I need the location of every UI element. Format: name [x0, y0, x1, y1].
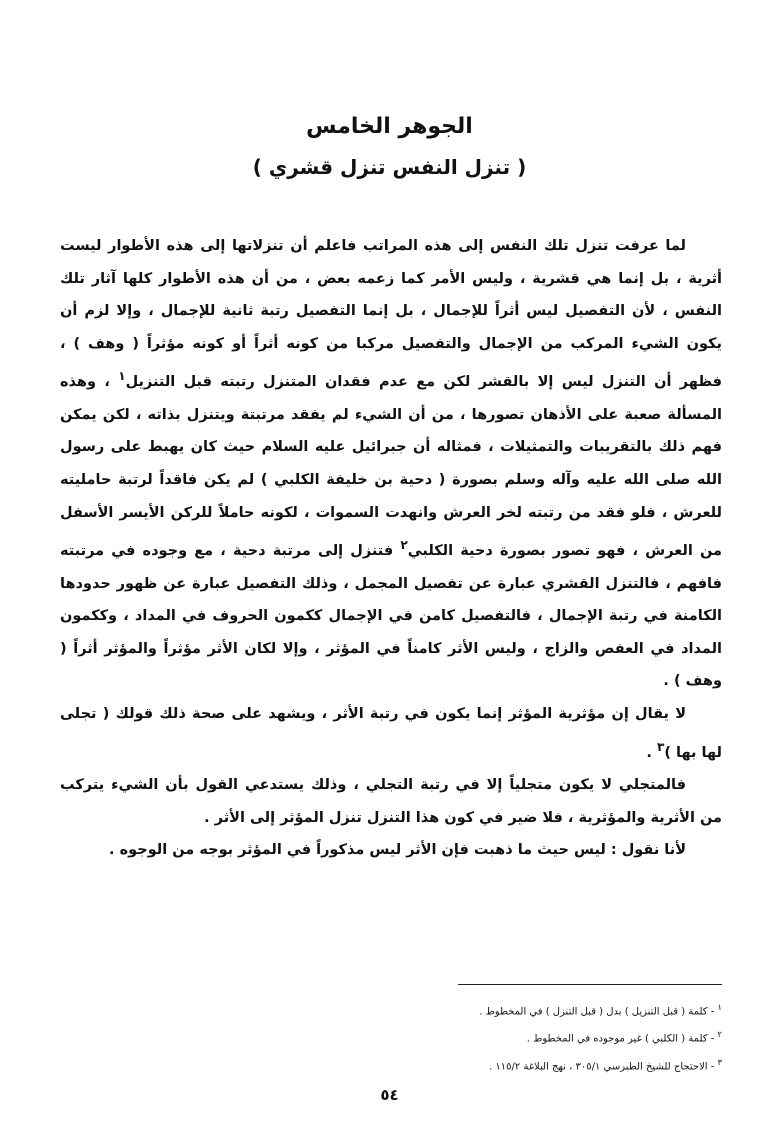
footnote-number: ٣ [717, 1056, 722, 1067]
chapter-title: الجوهر الخامس [306, 114, 473, 139]
footnote-divider [458, 984, 722, 985]
paragraph [60, 834, 722, 867]
paragraph-text: . [646, 744, 657, 761]
footnote-text: - كلمة ( قبل التنزيل ) بدل ( قبل التنزل ) في المخطوط . [479, 1006, 718, 1018]
footnote [60, 1051, 722, 1078]
footnote-ref: ١ [118, 369, 126, 384]
footnote [60, 1023, 722, 1050]
paragraph-text: لا يقال إن مؤثرية المؤثر إنما يكون في رتبة الأثر ، ويشهد على صحة ذلك قولك ( تجلى لها بها ) [60, 705, 722, 761]
footnote-number: ٢ [717, 1029, 722, 1040]
paragraph [60, 230, 722, 698]
paragraph-text: لأنا نقول : ليس حيث ما ذهبت فإن الأثر ليس مذكوراً في المؤثر بوجه من الوجوه . [109, 842, 686, 859]
footnote-number: ١ [717, 1002, 722, 1012]
footnote-ref: ٣ [656, 739, 665, 754]
page-number: ٥٤ [380, 1086, 399, 1104]
footnote-text: - الاحتجاج للشيخ الطبرسي ٣٠٥/١ ، نهج البلاغة ١١٥/٢ . [489, 1060, 718, 1072]
footnote-ref: ٢ [400, 538, 408, 553]
paragraph [60, 769, 722, 834]
paragraph-text: فتنزل إلى مرتبة دحية ، مع وجوده في مرتبته فافهم ، فالتنزل القشري عبارة عن تفصيل المجمل ، وذلك التفصيل عبارة عن ظهور حدودها الكامنة في رتبة الإجمال ، فالتفصيل كامن في الإجمال ككمون الحروف في المداد ، وككمون المداد في العفص والزاج ، وليس الأثر كامناً في المؤثر ، وإلا لكان الأثر مؤثراً والمؤثر أثراً ( وهف ) . [60, 543, 722, 690]
footnotes [60, 996, 722, 1078]
paragraph-text: فالمتجلي لا يكون متجلياً إلا في رتبة التجلي ، وذلك يستدعي القول بأن الشيء يتركب من الأثرية والمؤثرية ، فلا ضير في كون هذا التنزل تنزل المؤثر إلى الأثر . [60, 776, 722, 826]
paragraph-text: ، وهذه المسألة صعبة على الأذهان تصورها ، من أن الشيء لم يفقد مرتبتة ويتنزل بذاته ، لكن يمكن فهم ذلك بالتقريبات والتمثيلات ، فمثاله أن جبرائيل عليه السلام حيث كان يهبط على رسول الله صلى الله عليه وآله وسلم بصورة ( دحية بن خليفة الكلبي ) لم يكن فاقداً لرتبة حامليته للعرش ، فلو فقد من رتبته لخر العرش وانهدت السموات ، لكونه حاملاً للركن الأيسر الأسفل من العرش ، فهو تصور بصورة دحية الكلبي [60, 374, 722, 559]
footnote [60, 996, 722, 1023]
main-text [60, 230, 722, 867]
paragraph-text: لما عرفت تنزل تلك النفس إلى هذه المراتب فاعلم أن تنزلاتها إلى هذه الأطوار ليست أثرية ، بل إنما هي قشرية ، وليس الأمر كما زعمه بعض ، من أن هذه الأطوار كلها آثار تلك النفس ، لأن التفصيل ليس أثراً للإجمال ، بل إنما التفصيل رتبة ثانية للإجمال ، وإلا لزم أن يكون الشيء المركب من الإجمال والتفصيل مركبا من كونه أثراً أو كونه مؤثراً ( وهف ) ، فظهر أن التنزل ليس إلا بالقشر لكن مع عدم فقدان المتنزل رتبته قبل التنزيل [60, 238, 723, 391]
paragraph [60, 698, 722, 769]
footnote-text: - كلمة ( الكلبي ) غير موجوده في المخطوط . [526, 1033, 718, 1045]
chapter-subtitle: ( تنزل النفس تنزل قشري ) [252, 155, 527, 179]
